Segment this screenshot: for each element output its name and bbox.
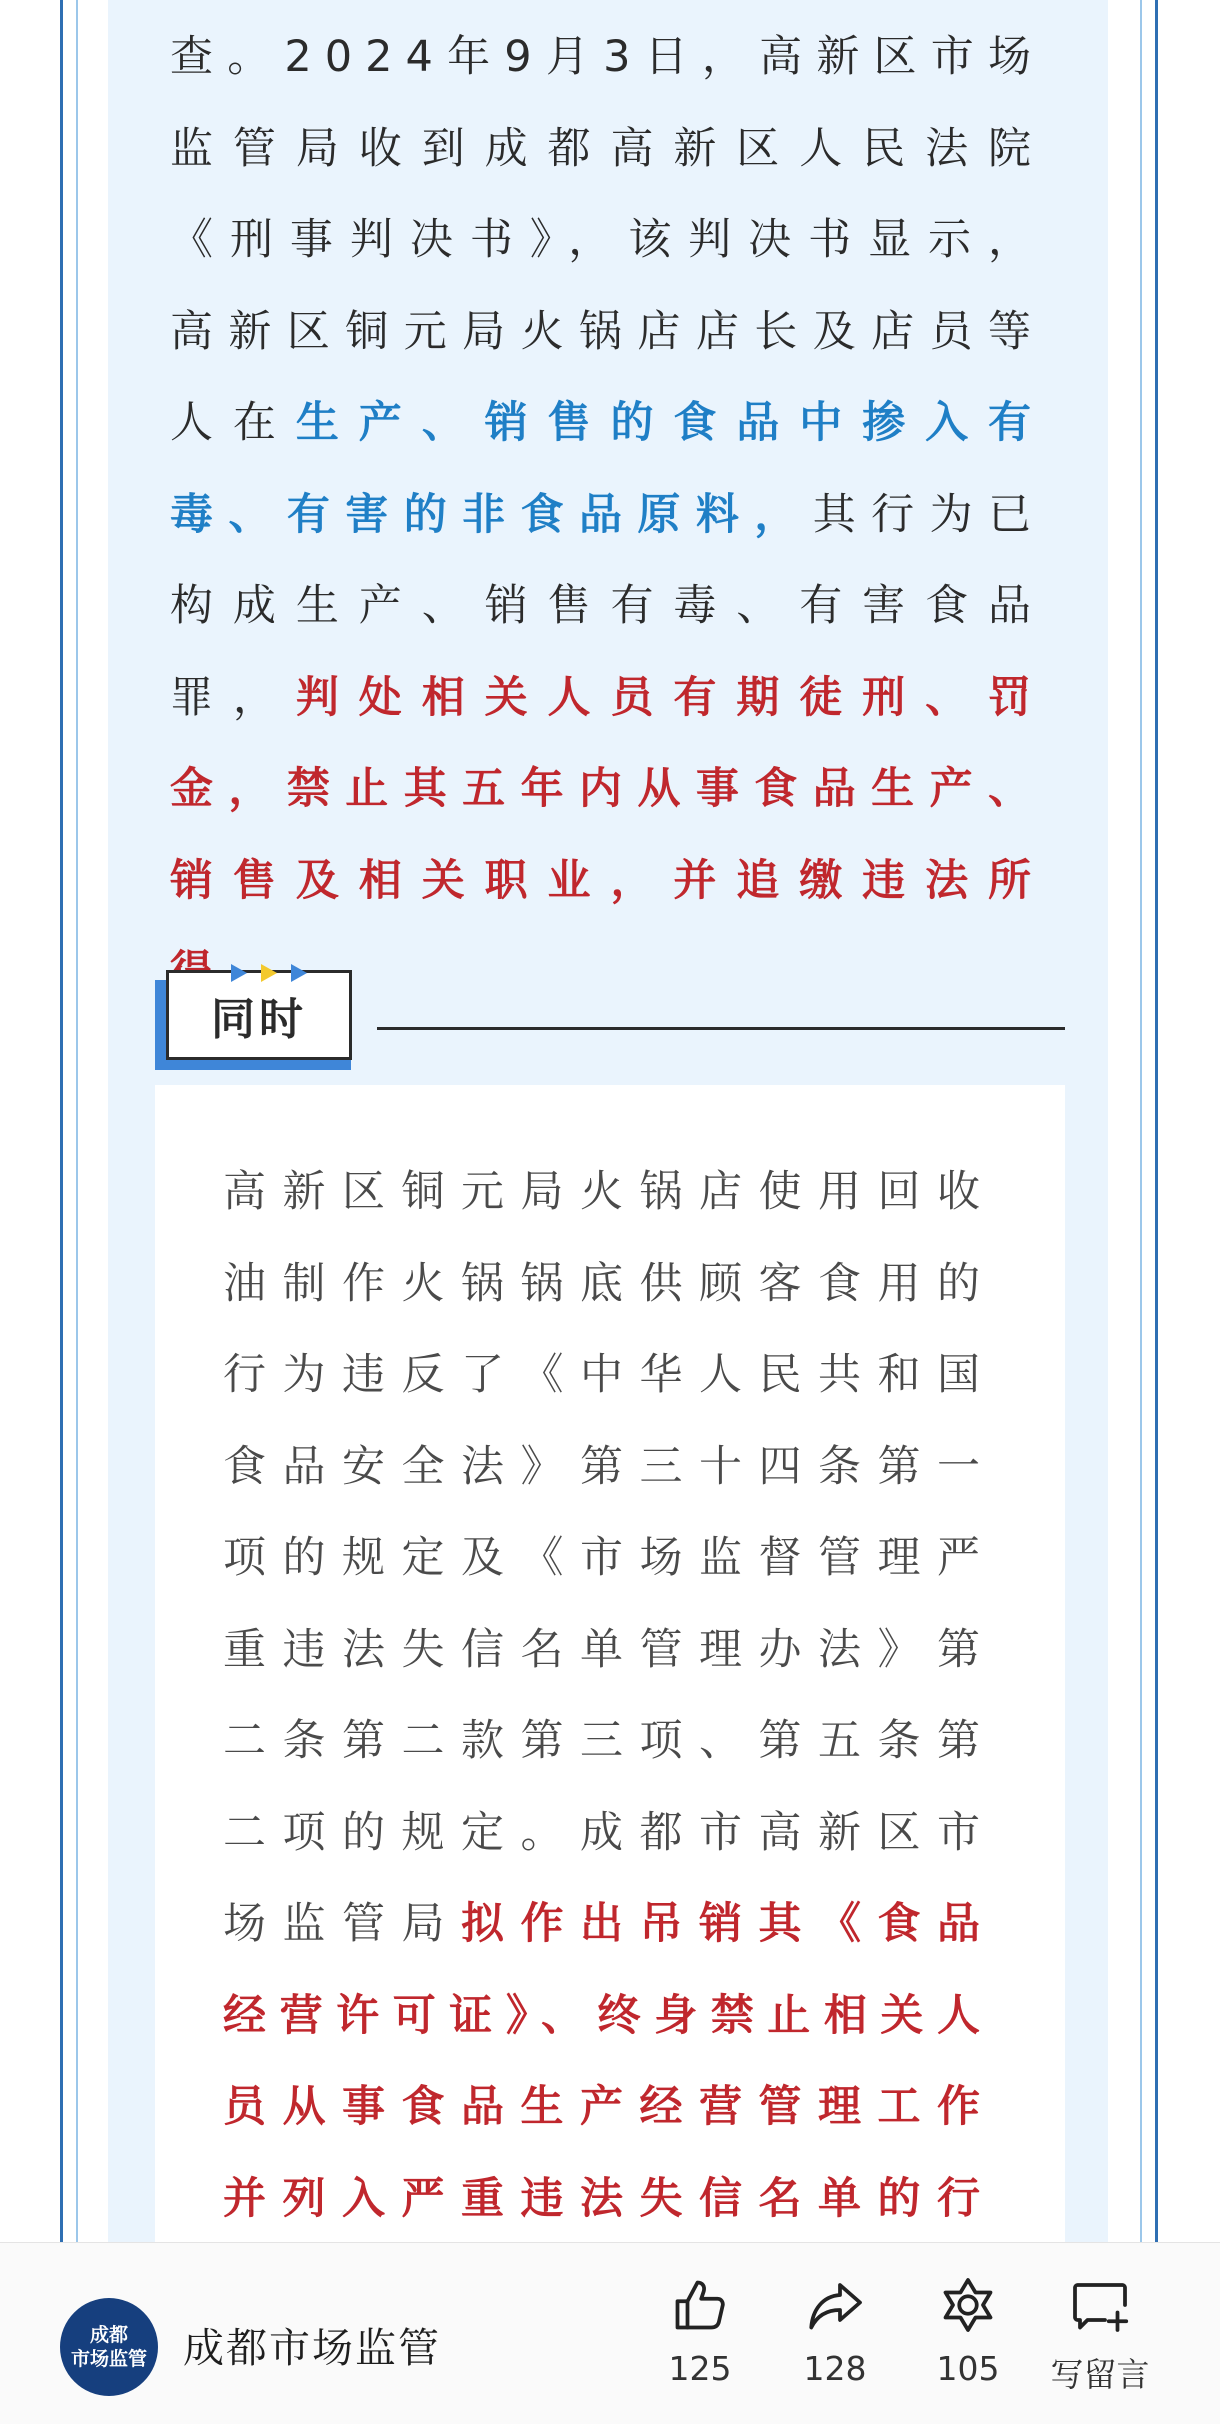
share-arrow-icon <box>805 2275 865 2335</box>
flower-icon <box>938 2275 998 2335</box>
like-count: 125 <box>668 2349 732 2388</box>
write-comment-label: 写留言 <box>1050 2355 1150 2394</box>
left-border-inner <box>76 0 78 2242</box>
right-border-outer <box>1155 0 1158 2242</box>
share-count: 128 <box>803 2349 867 2388</box>
avatar-text-line-2: 市场监管 <box>70 2348 147 2370</box>
account-name[interactable]: 成都市场监管 <box>183 2324 441 2372</box>
account-avatar[interactable] <box>60 2298 158 2396</box>
like-button[interactable] <box>640 2275 760 2388</box>
bottom-action-bar <box>0 2242 1220 2424</box>
para1-text-1: 查。2024年9月3日，高新区市场监管局收到成都高新区人民法院《刑事判决书》，该判决书显示，高新区铜元局火锅店店长及店员等人在 <box>170 32 1044 448</box>
section-heading <box>155 970 1075 1085</box>
write-comment-button[interactable] <box>1040 2275 1160 2396</box>
left-border-outer <box>60 0 63 2242</box>
triangle-icon <box>291 964 307 982</box>
article-paragraph-2 <box>223 1147 993 2337</box>
comment-plus-icon <box>1070 2275 1130 2335</box>
right-border-inner <box>1140 0 1142 2242</box>
section-heading-text: 同时 <box>211 994 307 1045</box>
heading-divider-line <box>377 1027 1065 1030</box>
triangle-icon <box>231 964 247 982</box>
avatar-text-line-1: 成都 <box>89 2324 128 2346</box>
para2-highlight-red: 拟作出吊销其《食品经营许可证》、终身禁止相关人员从事食品生产经营管理工作并列入严重违法失信名单的行 <box>223 1899 993 2224</box>
para1-text-2: 其行为已构成生产、销售有毒、有害食品罪， <box>170 489 1045 723</box>
heading-box <box>166 970 352 1060</box>
para1-highlight-blue: 生产、销售的食品中掺入有毒、有害的非食品原料， <box>170 398 1045 540</box>
wow-button[interactable] <box>908 2275 1028 2388</box>
share-button[interactable] <box>775 2275 895 2388</box>
para1-highlight-red: 判处相关人员有期徒刑、罚金，禁止其五年内从事食品生产、销售及相关职业，并追缴违法所 <box>170 672 1045 906</box>
para2-text: 高新区铜元局火锅店使用回收油制作火锅锅底供顾客食用的行为违反了《中华人民共和国食品安全法》第三十四条第一项的规定及《市场监督管理严重违法失信名单管理办法》第二条第二款第三项、第五条第二项的规定。成都市高新区市场监管局 <box>223 1167 993 1949</box>
article-paragraph-1 <box>170 12 1044 1019</box>
thumbs-up-icon <box>670 2275 730 2335</box>
triangle-icon <box>261 964 277 982</box>
wow-count: 105 <box>936 2349 1000 2388</box>
